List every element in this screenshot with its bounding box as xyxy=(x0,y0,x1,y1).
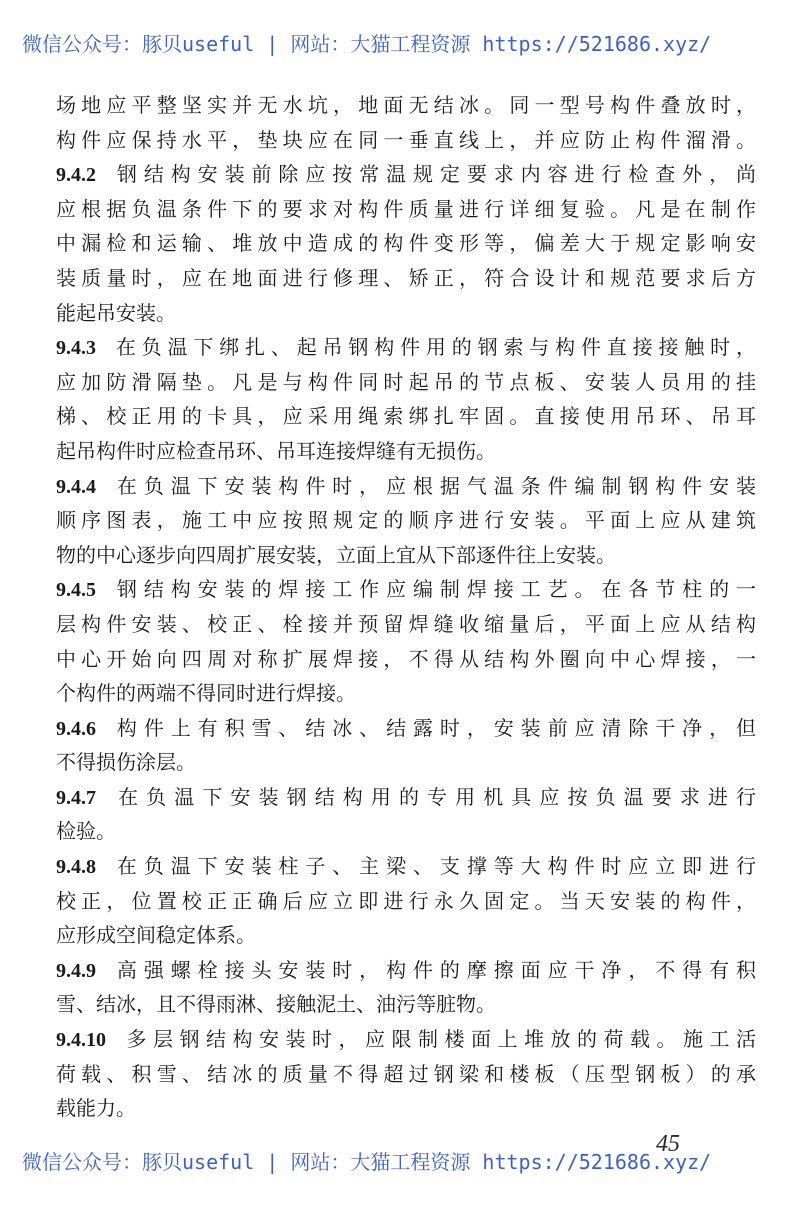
body-text: 在负温下安装构件时，应根据气温条件编制钢构件安装 xyxy=(110,473,756,498)
body-line: 中漏检和运输、堆放中造成的构件变形等，偏差大于规定影响安 xyxy=(56,231,756,256)
body-line: 层构件安装、校正、栓接并预留焊缝收缩量后，平面上应从结构 xyxy=(56,611,756,636)
body-line: 检验。 xyxy=(56,819,116,844)
section-9-4-8 xyxy=(56,849,756,884)
body-line: 装质量时，应在地面进行修理、矫正，符合设计和规范要求后方 xyxy=(56,265,756,290)
watermark-bottom: 微信公众号：豚贝useful | 网站：大猫工程资源 https://521686.xyz/ xyxy=(22,1150,712,1174)
section-9-4-9 xyxy=(56,953,756,988)
body-line: 应根据负温条件下的要求对构件质量进行详细复验。凡是在制作 xyxy=(56,196,756,221)
section-9-4-4 xyxy=(56,469,756,504)
section-number: 9.4.4 xyxy=(56,475,96,498)
body-text: 在负温下绑扎、起吊钢构件用的钢索与构件直接接触时， xyxy=(110,335,756,360)
section-9-4-10 xyxy=(56,1022,756,1057)
section-number: 9.4.3 xyxy=(56,337,96,360)
section-number: 9.4.7 xyxy=(56,786,96,809)
body-line: 场地应平整坚实并无水坑，地面无结冰。同一型号构件叠放时， xyxy=(56,93,756,117)
section-9-4-6 xyxy=(56,711,756,746)
document-body xyxy=(56,88,756,1126)
body-line: 不得损伤涂层。 xyxy=(56,750,196,775)
body-text: 高强螺栓接头安装时，构件的摩擦面应干净，不得有积 xyxy=(110,957,756,982)
section-9-4-7 xyxy=(56,780,756,815)
body-line: 起吊构件时应检查吊环、吊耳连接焊缝有无损伤。 xyxy=(56,438,496,463)
section-number: 9.4.6 xyxy=(56,717,96,740)
page-number: 45 xyxy=(656,1131,680,1157)
body-text: 钢结构安装的焊接工作应编制焊接工艺。在各节柱的一 xyxy=(110,577,756,602)
body-line: 载能力。 xyxy=(56,1096,136,1121)
body-text: 多层钢结构安装时，应限制楼面上堆放的荷载。施工活 xyxy=(120,1027,756,1052)
watermark-top: 微信公众号：豚贝useful | 网站：大猫工程资源 https://521686.xyz/ xyxy=(22,32,712,56)
body-line: 中心开始向四周对称扩展焊接，不得从结构外圈向中心焊接，一 xyxy=(56,646,756,671)
section-number: 9.4.9 xyxy=(56,959,96,982)
body-text: 钢结构安装前除应按常温规定要求内容进行检查外，尚 xyxy=(110,162,756,187)
body-line: 顺序图表，施工中应按照规定的顺序进行安装。平面上应从建筑 xyxy=(56,508,756,533)
body-line: 荷载、积雪、结冰的质量不得超过钢梁和楼板（压型钢板）的承 xyxy=(56,1061,756,1086)
body-text: 在负温下安装钢结构用的专用机具应按负温要求进行 xyxy=(110,784,756,809)
section-number: 9.4.8 xyxy=(56,856,96,879)
body-line: 个构件的两端不得同时进行焊接。 xyxy=(56,681,356,706)
section-number: 9.4.10 xyxy=(56,1029,106,1052)
body-text: 在负温下安装柱子、主梁、支撑等大构件时应立即进行 xyxy=(110,854,756,879)
body-line: 应形成空间稳定体系。 xyxy=(56,923,256,948)
section-9-4-5 xyxy=(56,572,756,607)
body-line: 能起吊安装。 xyxy=(56,300,176,325)
body-line: 应加防滑隔垫。凡是与构件同时起吊的节点板、安装人员用的挂 xyxy=(56,369,756,394)
section-9-4-2 xyxy=(56,157,756,192)
body-line: 物的中心逐步向四周扩展安装，立面上宜从下部逐件往上安装。 xyxy=(56,542,616,567)
section-number: 9.4.5 xyxy=(56,579,96,602)
section-number: 9.4.2 xyxy=(56,164,96,187)
body-line: 构件应保持水平，垫块应在同一垂直线上，并应防止构件溜滑。 xyxy=(56,127,756,152)
body-line: 梯、校正用的卡具，应采用绳索绑扎牢固。直接使用吊环、吊耳 xyxy=(56,404,756,429)
body-text: 构件上有积雪、结冰、结露时，安装前应清除干净，但 xyxy=(110,715,756,740)
body-line: 校正，位置校正正确后应立即进行永久固定。当天安装的构件， xyxy=(56,888,756,913)
body-line: 雪、结冰，且不得雨淋、接触泥土、油污等脏物。 xyxy=(56,992,496,1017)
section-9-4-3 xyxy=(56,330,756,365)
